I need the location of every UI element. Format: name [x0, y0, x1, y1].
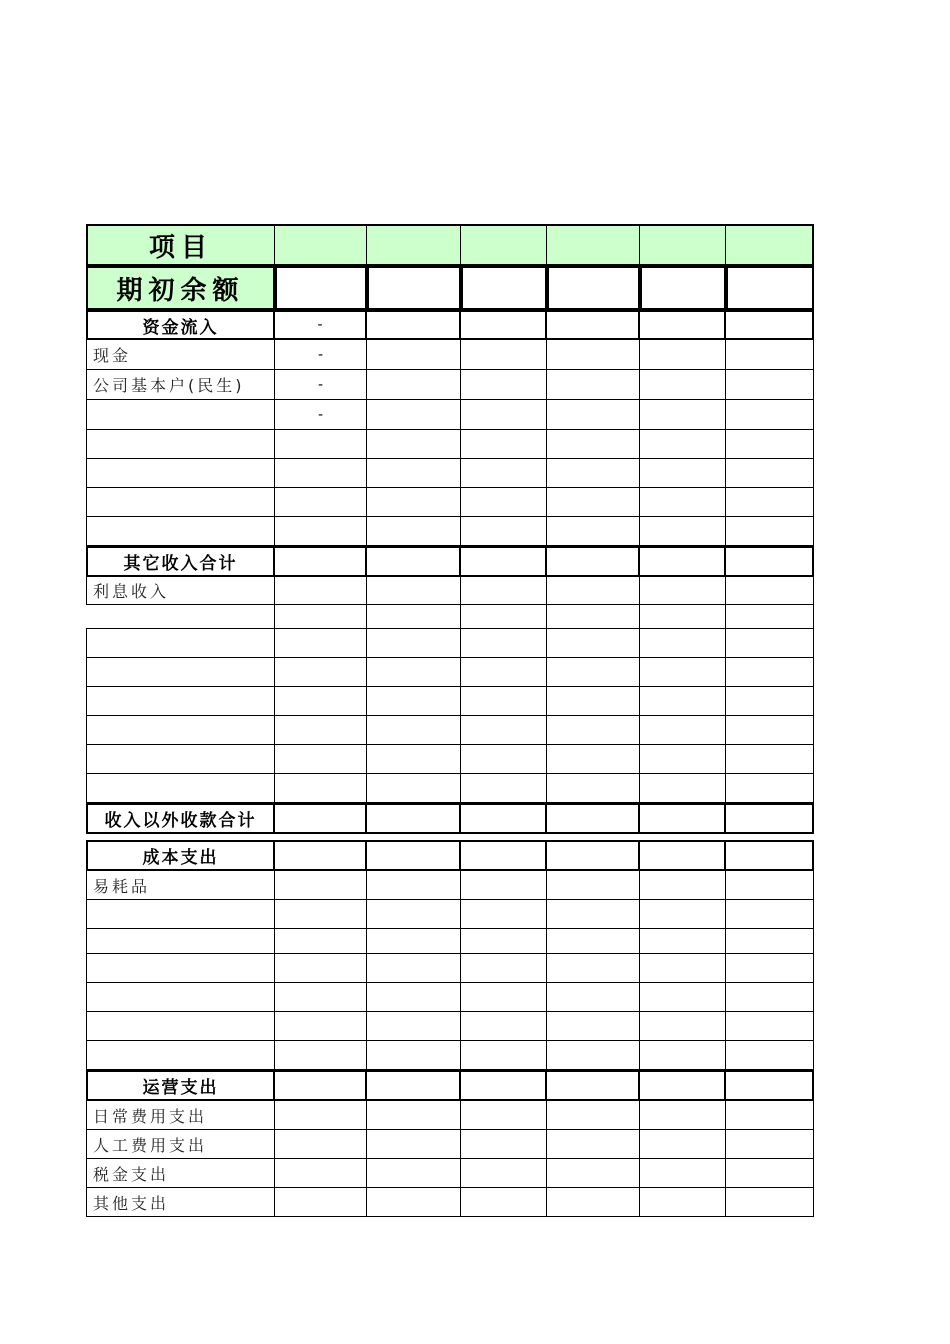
table-cell[interactable]: [547, 430, 640, 459]
table-cell[interactable]: [275, 840, 367, 871]
table-cell[interactable]: [275, 716, 367, 745]
table-cell[interactable]: [461, 1012, 547, 1041]
table-cell[interactable]: [640, 1012, 726, 1041]
table-cell[interactable]: [726, 605, 814, 629]
table-cell[interactable]: [461, 871, 547, 900]
table-cell[interactable]: [547, 929, 640, 954]
table-cell[interactable]: [547, 1101, 640, 1130]
table-cell[interactable]: [726, 687, 814, 716]
table-cell[interactable]: [275, 605, 367, 629]
table-cell[interactable]: [640, 716, 726, 745]
table-cell[interactable]: [726, 310, 814, 340]
table-cell[interactable]: [86, 983, 275, 1012]
table-cell[interactable]: [640, 658, 726, 687]
table-cell[interactable]: [367, 1188, 461, 1217]
table-cell[interactable]: [461, 1188, 547, 1217]
table-cell[interactable]: [547, 871, 640, 900]
table-cell[interactable]: [547, 629, 640, 658]
table-row: [86, 577, 814, 605]
table-cell[interactable]: [640, 745, 726, 774]
table-row: [86, 370, 814, 400]
table-cell[interactable]: [275, 900, 367, 929]
table-cell[interactable]: [367, 983, 461, 1012]
operating-heading-row: [86, 1070, 814, 1101]
table-cell[interactable]: [275, 488, 367, 517]
table-cell[interactable]: [86, 488, 275, 517]
table-cell[interactable]: [640, 983, 726, 1012]
table-cell[interactable]: [86, 745, 275, 774]
table-cell[interactable]: [461, 1130, 547, 1159]
row-label[interactable]: 现金: [86, 340, 275, 370]
table-cell[interactable]: [547, 687, 640, 716]
table-row: [86, 983, 814, 1012]
table-cell[interactable]: [367, 716, 461, 745]
table-cell[interactable]: [86, 517, 275, 546]
row-label[interactable]: 税金支出: [86, 1159, 275, 1188]
table-row: [86, 745, 814, 774]
table-cell[interactable]: [461, 658, 547, 687]
table-cell[interactable]: [547, 1130, 640, 1159]
table-cell[interactable]: [275, 1188, 367, 1217]
row-label[interactable]: 人工费用支出: [86, 1130, 275, 1159]
table-cell[interactable]: [726, 1159, 814, 1188]
table-cell[interactable]: [275, 577, 367, 605]
table-cell[interactable]: [547, 340, 640, 370]
table-cell[interactable]: [726, 803, 814, 834]
table-cell[interactable]: [640, 803, 726, 834]
table-cell[interactable]: [640, 871, 726, 900]
table-cell[interactable]: [367, 1159, 461, 1188]
table-cell[interactable]: [461, 687, 547, 716]
opening-balance-cell[interactable]: [640, 266, 726, 310]
table-cell[interactable]: [275, 430, 367, 459]
non-income-heading-row: [86, 803, 814, 834]
table-cell[interactable]: [367, 488, 461, 517]
row-label[interactable]: 易耗品: [86, 871, 275, 900]
table-cell[interactable]: [367, 840, 461, 871]
table-cell[interactable]: [461, 774, 547, 803]
table-row: [86, 1101, 814, 1130]
table-row: [86, 605, 814, 629]
table-cell[interactable]: [547, 716, 640, 745]
table-cell[interactable]: [461, 400, 547, 430]
table-cell[interactable]: [275, 1130, 367, 1159]
table-cell[interactable]: [547, 1159, 640, 1188]
table-cell[interactable]: [547, 577, 640, 605]
table-row: [86, 1130, 814, 1159]
opening-balance-label[interactable]: 期初余额: [86, 266, 275, 310]
row-label[interactable]: 其他支出: [86, 1188, 275, 1217]
table-cell[interactable]: [367, 658, 461, 687]
table-cell[interactable]: [86, 954, 275, 983]
table-cell[interactable]: [547, 1188, 640, 1217]
table-cell[interactable]: [275, 517, 367, 546]
table-cell[interactable]: [547, 840, 640, 871]
table-cell[interactable]: [726, 488, 814, 517]
table-cell[interactable]: [461, 929, 547, 954]
table-cell[interactable]: [640, 310, 726, 340]
table-row: [86, 488, 814, 517]
table-row: [86, 1188, 814, 1217]
table-cell[interactable]: [275, 546, 367, 577]
table-cell[interactable]: [367, 1041, 461, 1070]
table-cell[interactable]: [275, 1070, 367, 1101]
table-cell[interactable]: [461, 1101, 547, 1130]
table-cell[interactable]: [726, 400, 814, 430]
table-cell[interactable]: [275, 929, 367, 954]
table-cell[interactable]: [461, 840, 547, 871]
header-cell[interactable]: [640, 224, 726, 266]
table-row: [86, 1159, 814, 1188]
table-row: [86, 716, 814, 745]
opening-balance-cell[interactable]: [547, 266, 640, 310]
table-cell[interactable]: [461, 370, 547, 400]
table-cell[interactable]: [367, 745, 461, 774]
table-cell[interactable]: [367, 1012, 461, 1041]
opening-balance-cell[interactable]: [461, 266, 547, 310]
table-cell[interactable]: [461, 1159, 547, 1188]
table-cell[interactable]: [461, 577, 547, 605]
table-cell[interactable]: [367, 400, 461, 430]
table-cell[interactable]: [640, 605, 726, 629]
table-cell[interactable]: [726, 745, 814, 774]
table-cell[interactable]: [726, 546, 814, 577]
table-cell[interactable]: [367, 340, 461, 370]
table-cell[interactable]: [547, 517, 640, 546]
table-cell[interactable]: [726, 517, 814, 546]
table-cell[interactable]: [726, 577, 814, 605]
table-cell[interactable]: [640, 1041, 726, 1070]
table-cell[interactable]: [275, 459, 367, 488]
table-cell[interactable]: [461, 310, 547, 340]
table-cell[interactable]: [367, 871, 461, 900]
table-cell[interactable]: [367, 803, 461, 834]
table-row: [86, 929, 814, 954]
table-row: [86, 340, 814, 370]
opening-balance-row: [86, 266, 814, 310]
table-cell[interactable]: [640, 517, 726, 546]
table-cell[interactable]: [86, 1012, 275, 1041]
row-value[interactable]: -: [275, 340, 367, 370]
table-cell[interactable]: [275, 745, 367, 774]
table-cell[interactable]: [640, 430, 726, 459]
header-cell[interactable]: [275, 224, 367, 266]
cash-flow-sheet: [86, 224, 814, 1217]
table-cell[interactable]: [640, 1070, 726, 1101]
table-cell[interactable]: [461, 716, 547, 745]
table-row: [86, 774, 814, 803]
table-cell[interactable]: [640, 1101, 726, 1130]
table-cell[interactable]: [640, 954, 726, 983]
table-cell[interactable]: [86, 658, 275, 687]
table-cell[interactable]: [275, 1041, 367, 1070]
table-cell[interactable]: [86, 716, 275, 745]
table-row: [86, 459, 814, 488]
table-cell[interactable]: [726, 929, 814, 954]
table-cell[interactable]: [547, 745, 640, 774]
table-cell[interactable]: [726, 370, 814, 400]
table-cell[interactable]: [726, 954, 814, 983]
table-cell[interactable]: [461, 900, 547, 929]
row-label[interactable]: [86, 400, 275, 430]
header-cell[interactable]: [547, 224, 640, 266]
table-cell[interactable]: [640, 1159, 726, 1188]
other-income-heading[interactable]: 其它收入合计: [86, 546, 275, 577]
table-cell[interactable]: [461, 803, 547, 834]
table-cell[interactable]: [367, 929, 461, 954]
header-title-cell[interactable]: 项目: [86, 224, 275, 266]
table-cell[interactable]: [367, 517, 461, 546]
table-cell[interactable]: [726, 340, 814, 370]
table-cell[interactable]: [367, 954, 461, 983]
table-cell[interactable]: [726, 716, 814, 745]
header-cell[interactable]: [461, 224, 547, 266]
table-cell[interactable]: [367, 577, 461, 605]
non-income-heading[interactable]: 收入以外收款合计: [86, 803, 275, 834]
table-cell[interactable]: [547, 310, 640, 340]
table-cell[interactable]: [726, 1070, 814, 1101]
table-cell[interactable]: [275, 658, 367, 687]
table-cell[interactable]: [726, 1130, 814, 1159]
table-cell[interactable]: [275, 1159, 367, 1188]
table-cell[interactable]: [461, 430, 547, 459]
table-cell[interactable]: [726, 430, 814, 459]
table-cell[interactable]: [367, 1070, 461, 1101]
table-cell[interactable]: [86, 430, 275, 459]
table-cell[interactable]: [640, 400, 726, 430]
table-cell[interactable]: [640, 546, 726, 577]
table-cell[interactable]: [86, 774, 275, 803]
table-cell[interactable]: [640, 1130, 726, 1159]
header-cell[interactable]: [367, 224, 461, 266]
table-cell[interactable]: [547, 400, 640, 430]
table-cell[interactable]: [547, 774, 640, 803]
table-cell[interactable]: [461, 488, 547, 517]
table-cell[interactable]: [547, 658, 640, 687]
table-cell[interactable]: [86, 605, 275, 629]
table-cell[interactable]: [461, 1041, 547, 1070]
table-cell[interactable]: [640, 900, 726, 929]
table-row: [86, 687, 814, 716]
row-value[interactable]: -: [275, 400, 367, 430]
table-row: [86, 1041, 814, 1070]
table-cell[interactable]: [275, 954, 367, 983]
table-cell[interactable]: [547, 605, 640, 629]
table-cell[interactable]: [367, 1101, 461, 1130]
table-cell[interactable]: [275, 629, 367, 658]
table-cell[interactable]: [547, 803, 640, 834]
other-income-heading-row: [86, 546, 814, 577]
table-row: [86, 430, 814, 459]
table-cell[interactable]: [275, 687, 367, 716]
header-cell[interactable]: [726, 224, 814, 266]
table-cell[interactable]: [367, 774, 461, 803]
table-cell[interactable]: [547, 370, 640, 400]
table-cell[interactable]: [640, 340, 726, 370]
table-row: [86, 1012, 814, 1041]
table-cell[interactable]: [640, 629, 726, 658]
table-cell[interactable]: [367, 370, 461, 400]
table-cell[interactable]: [640, 929, 726, 954]
table-cell[interactable]: [275, 1012, 367, 1041]
table-row: [86, 658, 814, 687]
header-row: [86, 224, 814, 266]
table-cell[interactable]: [86, 459, 275, 488]
table-cell[interactable]: [275, 774, 367, 803]
table-cell[interactable]: [275, 871, 367, 900]
table-cell[interactable]: [726, 774, 814, 803]
table-cell[interactable]: [640, 577, 726, 605]
table-cell[interactable]: [367, 1130, 461, 1159]
table-cell[interactable]: [726, 871, 814, 900]
table-cell[interactable]: [86, 1041, 275, 1070]
table-cell[interactable]: [547, 900, 640, 929]
operating-heading[interactable]: 运营支出: [86, 1070, 275, 1101]
table-cell[interactable]: [726, 459, 814, 488]
table-cell[interactable]: [547, 1041, 640, 1070]
table-cell[interactable]: [640, 488, 726, 517]
table-cell[interactable]: [547, 983, 640, 1012]
table-cell[interactable]: [461, 517, 547, 546]
table-cell[interactable]: [726, 629, 814, 658]
table-cell[interactable]: [461, 954, 547, 983]
table-cell[interactable]: [461, 629, 547, 658]
row-value[interactable]: -: [275, 370, 367, 400]
table-cell[interactable]: [547, 459, 640, 488]
table-cell[interactable]: [547, 1070, 640, 1101]
table-cell[interactable]: [640, 1188, 726, 1217]
table-row: [86, 517, 814, 546]
cost-heading[interactable]: 成本支出: [86, 840, 275, 871]
table-cell[interactable]: [640, 459, 726, 488]
inflow-heading-row: [86, 310, 814, 340]
table-cell[interactable]: [547, 954, 640, 983]
table-cell[interactable]: [86, 629, 275, 658]
table-cell[interactable]: [640, 840, 726, 871]
table-row: [86, 954, 814, 983]
row-label[interactable]: 公司基本户(民生): [86, 370, 275, 400]
table-cell[interactable]: [726, 1101, 814, 1130]
table-cell[interactable]: [461, 1070, 547, 1101]
table-cell[interactable]: [275, 1101, 367, 1130]
table-cell[interactable]: [367, 900, 461, 929]
table-cell[interactable]: [461, 983, 547, 1012]
table-cell[interactable]: [461, 546, 547, 577]
table-cell[interactable]: [367, 459, 461, 488]
table-cell[interactable]: [461, 605, 547, 629]
table-cell[interactable]: [726, 658, 814, 687]
table-cell[interactable]: [367, 629, 461, 658]
inflow-total-cell[interactable]: -: [275, 310, 367, 340]
row-label[interactable]: 利息收入: [86, 577, 275, 605]
table-cell[interactable]: [726, 840, 814, 871]
table-cell[interactable]: [367, 430, 461, 459]
table-cell[interactable]: [726, 900, 814, 929]
table-row: [86, 400, 814, 430]
table-row: [86, 629, 814, 658]
table-cell[interactable]: [726, 1041, 814, 1070]
table-cell[interactable]: [367, 687, 461, 716]
table-cell[interactable]: [726, 1012, 814, 1041]
table-cell[interactable]: [640, 774, 726, 803]
table-cell[interactable]: [640, 687, 726, 716]
table-cell[interactable]: [547, 488, 640, 517]
table-cell[interactable]: [367, 310, 461, 340]
inflow-heading[interactable]: 资金流入: [86, 310, 275, 340]
opening-balance-cell[interactable]: [367, 266, 461, 310]
opening-balance-cell[interactable]: [726, 266, 814, 310]
table-cell[interactable]: [726, 1188, 814, 1217]
table-cell[interactable]: [461, 745, 547, 774]
table-cell[interactable]: [547, 546, 640, 577]
row-label[interactable]: 日常费用支出: [86, 1101, 275, 1130]
table-cell[interactable]: [547, 1012, 640, 1041]
table-cell[interactable]: [367, 605, 461, 629]
table-row: [86, 871, 814, 900]
opening-balance-cell[interactable]: [275, 266, 367, 310]
table-cell[interactable]: [367, 546, 461, 577]
table-cell[interactable]: [275, 803, 367, 834]
table-cell[interactable]: [86, 900, 275, 929]
table-cell[interactable]: [640, 370, 726, 400]
table-cell[interactable]: [726, 983, 814, 1012]
cost-heading-row: [86, 840, 814, 871]
table-cell[interactable]: [275, 983, 367, 1012]
table-cell[interactable]: [461, 340, 547, 370]
table-row: [86, 900, 814, 929]
table-cell[interactable]: [86, 687, 275, 716]
table-cell[interactable]: [461, 459, 547, 488]
table-cell[interactable]: [86, 929, 275, 954]
